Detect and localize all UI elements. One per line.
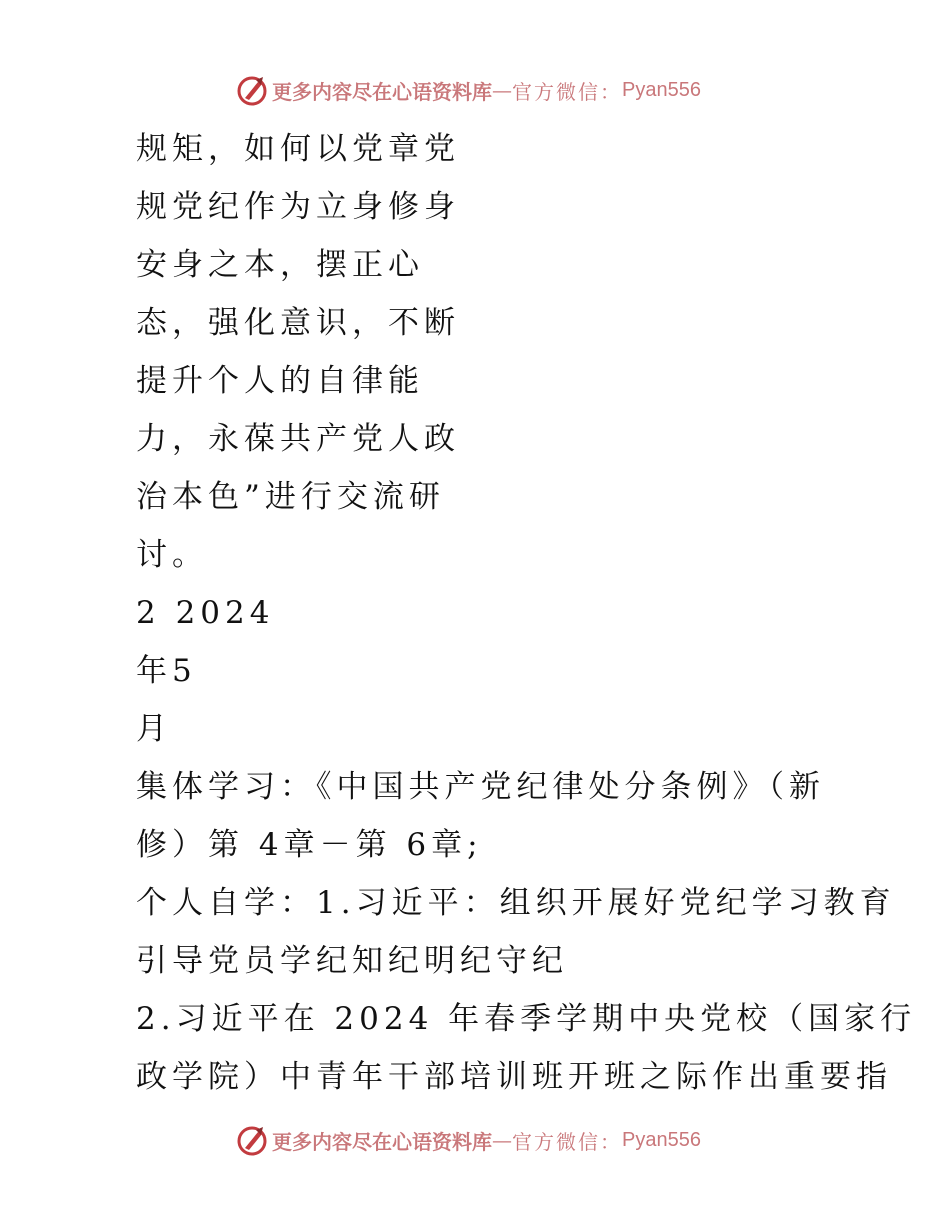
text-line: 修）第 4章－第 6章; [136,827,483,863]
text-line: 力，永葆共产党人政 [136,421,460,457]
header-watermark [236,73,701,107]
watermark-wechat-id: Pyan556 [622,1128,701,1151]
text-line: 集体学习：《中国共产党纪律处分条例》（新 [136,769,825,805]
text-line: 年5 [136,653,197,689]
quill-logo-icon [236,1124,268,1156]
watermark-official-label: 官方微信： [512,79,622,104]
text-line: 规矩，如何以党章党 [136,131,460,167]
text-line: 安身之本，摆正心 [136,247,424,283]
text-line: 提升个人的自律能 [136,363,424,399]
footer-watermark [236,1123,701,1157]
watermark-wechat-id: Pyan556 [622,78,701,101]
watermark-separator: — [492,78,512,102]
watermark-main-text: 更多内容尽在心语资料库 [272,79,492,104]
text-line: 引导党员学纪知纪明纪守纪 [136,943,568,979]
quill-logo-icon [236,74,268,106]
text-line: 月 [136,711,172,747]
watermark-separator: — [492,1128,512,1152]
text-line: 2.习近平在 2024 年春季学期中央党校（国家行 [136,1001,917,1037]
text-line: 治本色”进行交流研 [136,479,445,515]
text-line: 个人自学：1.习近平：组织开展好党纪学习教育 [136,885,896,921]
text-line: 讨。 [136,537,208,573]
text-line: 政学院）中青年干部培训班开班之际作出重要指 [136,1059,892,1095]
watermark-official-label: 官方微信： [512,1129,622,1154]
text-line: 规党纪作为立身修身 [136,189,460,225]
document-body [136,120,917,1106]
text-line: 态，强化意识，不断 [136,305,460,341]
watermark-main-text: 更多内容尽在心语资料库 [272,1129,492,1154]
text-line: 2 2024 [136,595,275,631]
